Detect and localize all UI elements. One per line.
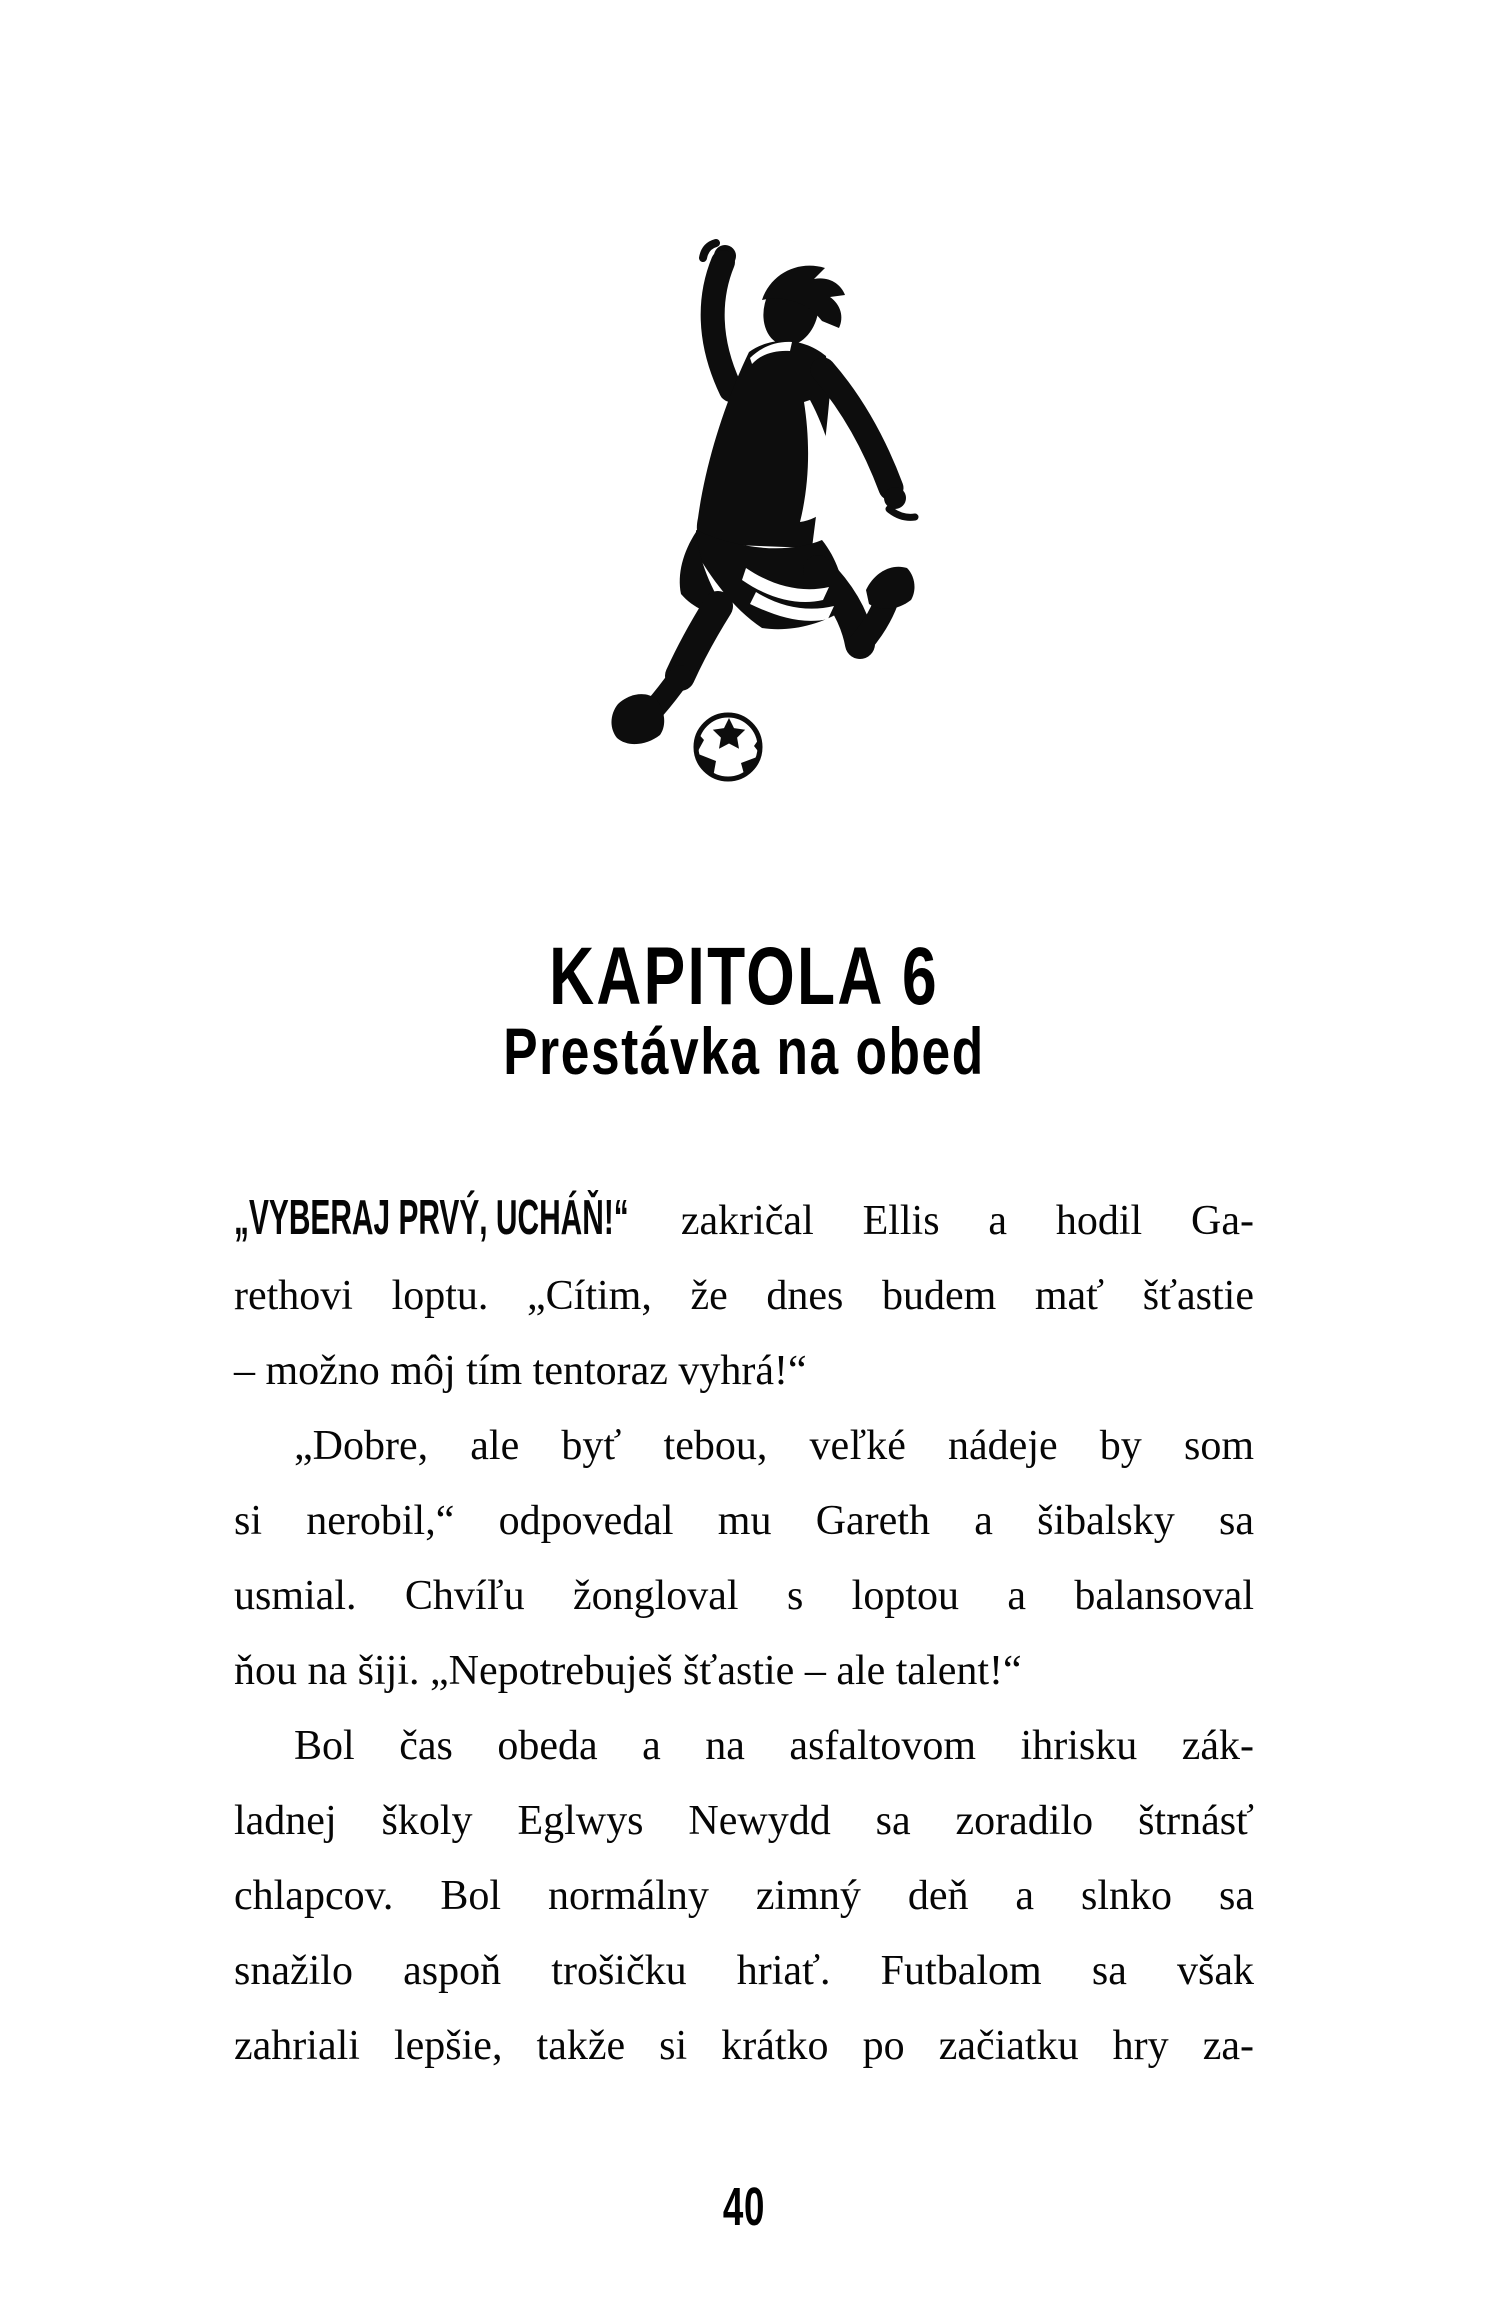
soccer-player-illustration [598,238,920,800]
body-line: chlapcov. Bol normálny zimný deň a slnko sa [234,1873,1254,1919]
body-line: usmial. Chvíľu žongloval s loptou a balansoval [234,1573,1254,1619]
body-text [234,1181,1254,2084]
body-line: snažilo aspoň trošičku hriať. Futbalom sa však [234,1948,1254,1994]
shout-quote [234,1181,632,1259]
body-line: si nerobil,“ odpovedal mu Gareth a šibalsky sa [234,1498,1254,1544]
chapter-title: Prestávka na obed [503,1014,985,1088]
chapter-number-heading: KAPITOLA 6 [549,931,939,1022]
soccer-player-icon [598,238,920,800]
body-line: ňou na šiji. „Nepotrebuješ šťastie – ale talent!“ [234,1648,1022,1694]
body-line: rethovi loptu. „Cítim, že dnes budem mať šťastie [234,1273,1254,1319]
shout-quote-text: „VYBERAJ PRVÝ, UCHÁŇ!“ [234,1191,629,1245]
body-line [234,1181,1254,1259]
body-line: „Dobre, ale byť tebou, veľké nádeje by som [294,1423,1254,1469]
body-line: zahriali lepšie, takže si krátko po začiatku hry za- [234,2023,1254,2069]
page-number: 40 [722,2177,766,2237]
body-line: ladnej školy Eglwys Newydd sa zoradilo štrnásť [234,1798,1254,1844]
body-line: Bol čas obeda a na asfaltovom ihrisku zák- [294,1723,1254,1769]
body-line-text: zakričal Ellis a hodil Ga- [680,1198,1255,1244]
body-line: – možno môj tím tentoraz vyhrá!“ [234,1348,807,1394]
soccer-ball-icon [688,715,770,785]
